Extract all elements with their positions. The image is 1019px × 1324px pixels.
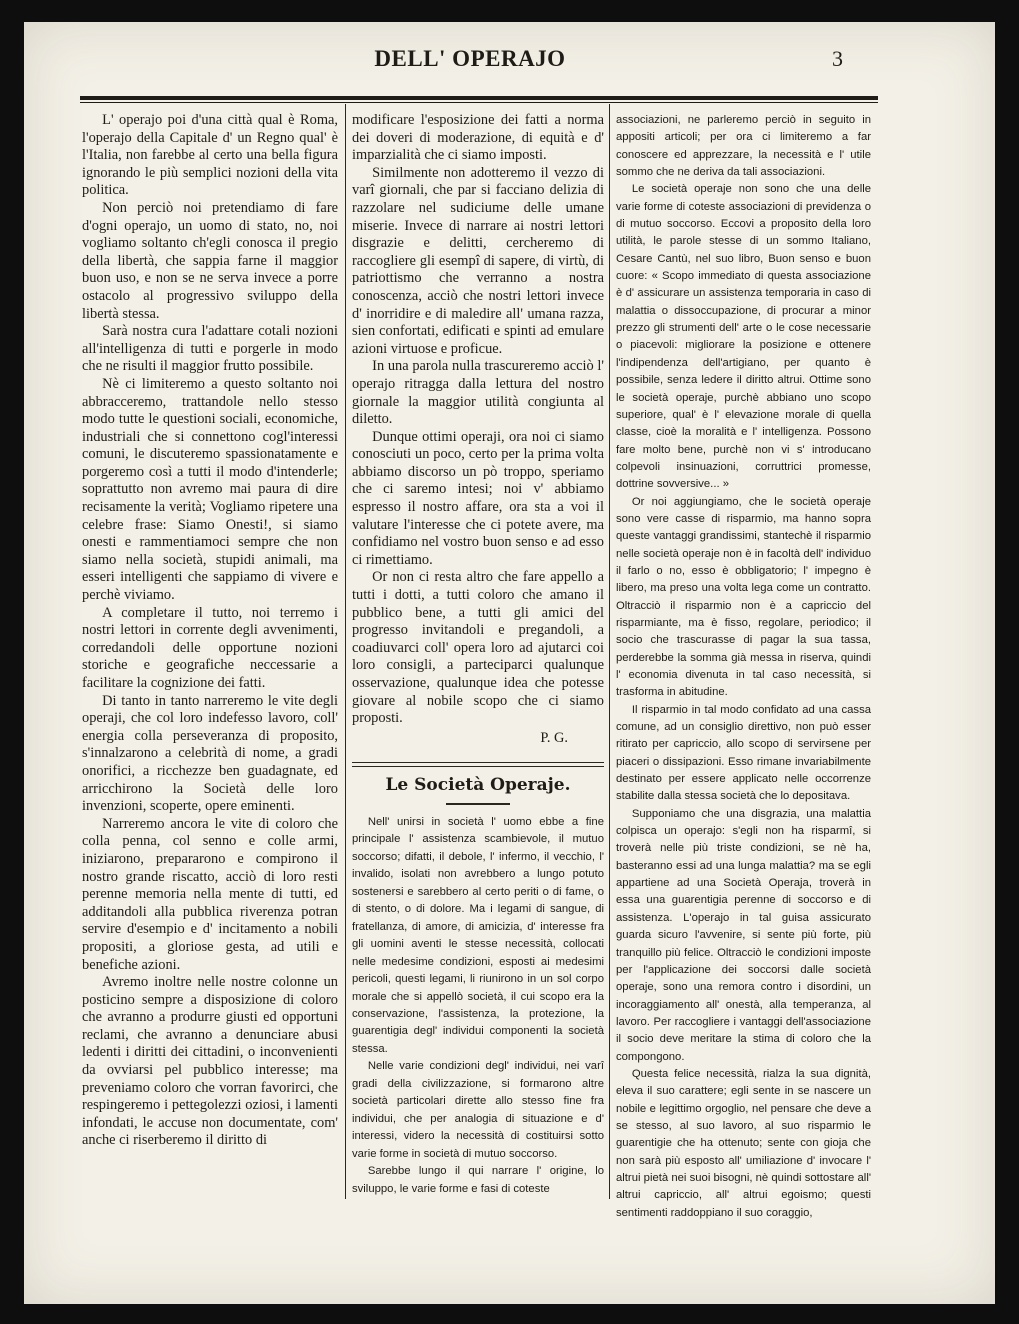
ornament-divider: [446, 803, 510, 805]
paragraph: In una parola nulla trascureremo acciò l' operajo ritragga dalla lettura del nostro giornale la maggior utilità congiunta al diletto.: [352, 358, 604, 428]
paragraph: Sarebbe lungo il qui narrare l' origine, lo sviluppo, le varie forme e fasi di coteste: [352, 1165, 604, 1195]
paragraph: A completare il tutto, noi terremo i nostri lettori in corrente degli avvenimenti, corredandoli delle opportune nozioni storiche e geografiche neccessarie a facilitare la cognizione dei fatti.: [82, 604, 338, 691]
article-column-2: [352, 112, 604, 752]
paragraph: Le società operaje non sono che una delle varie forme di coteste associazioni di previdenza o di mutuo soccorso. Eccovi a proposito della loro utilità, le parole stesse di un sommo Italiano, Cesare Cantù, nel suo libro, Buon senso e buon cuore: « Scopo immediato di questa associazione è d' assicurare un assistenza temporaria in caso di malattia o dissoccupazione, di procurar a minor prezzo gli strumenti dell' arte o le cose necessarie o piacevoli: migliorare la posizione e ottenere l'indipendenza dell'artigiano, per quanto è possibile, senza ledere il diritto altrui. Ottime sono le società operaje, purchè abbiano uno scopo superiore, qual' è l' elevazione morale di quella classe, cioè la moralità e l' intelligenza. Possono fare molto bene, purchè non vi s' introducano colpevoli insinuazioni, corruttrici promesse, dottrine sovversive... »: [616, 183, 871, 491]
paragraph: modificare l'esposizione dei fatti a norma dei doveri di moderazione, di equità e d' imparzialità che ci siamo imposti.: [352, 112, 604, 164]
article-column-3: [616, 112, 871, 1219]
paragraph: Nell' unirsi in società l' uomo ebbe a fine principale l' assistenza scambievole, il mutuo soccorso; difatti, il debole, l' infermo, il vecchio, l' invalido, isolati non avrebbero a lungo potuto sostenersi e sarebbero al certo periti o di fame, o di stento, o di dolore. Ma i legami di sangue, di fratellanza, di amore, di amicizia, d' interesse fra gli uomini aventi le stesse necessità, collocati nelle medesime condizioni, esposti ai medesimi pericoli, questi legami, li riunirono in un sol corpo morale che si appellò società, il cui scopo era la conservazione, l'assistenza, la protezione, la guarentigia degl' individui componenti la società stessa.: [352, 816, 604, 1055]
section-rule: [352, 766, 604, 767]
paragraph: Di tanto in tanto narreremo le vite degli operaji, che col loro indefesso lavoro, coll' energia colla perseveranza di proposito, s'innalzarono a celebrità di nome, a gradi onorifici, a ricchezze ben guadagnate, ed arricchirono la Società delle loro invenzioni, scoperte, opere eminenti.: [82, 692, 338, 815]
paragraph: Dunque ottimi operaji, ora noi ci siamo conosciuti un poco, certo per la prima volta abbiamo discorso un pò troppo, speriamo che ci saremo intesi; noi v' abbiamo espresso il nostro affare, ora sta a voi il valutare l'interesse che ci potete avere, ma confidiamo nel vostro buon senso e ad esso ci rimettiamo.: [352, 428, 604, 568]
paragraph: Or non ci resta altro che fare appello a tutti i dotti, a tutti coloro che amano il pubblico bene, a tutti gli amici del progresso invitandoli e pregandoli, a coadiuvarci coll' opera loro ad ajutarci coi loro consigli, a parteciparci qualunque osservazione, qualunque idea che potesse giovare al nobile scopo che ci siamo proposti.: [352, 569, 604, 727]
article-section-text: [352, 814, 604, 1195]
paragraph: Supponiamo che una disgrazia, una malattia colpisca un operajo: s'egli non ha risparmî, si troverà nelle più triste condizioni, se nè ha, basteranno essi ad una lunga malattia? ma se egli appartiene ad una Società Operaja, troverà in essa una guarentigia perenne di soccorso e di assistenza. L'operajo in tal guisa assicurato guarda sicuro l'avvenire, si sente più forte, più tranquillo più felice. Oltracciò le condizioni imposte per l'applicazione dei soccorsi dalle società operaje, sono una remora contro i disordini, un incoraggiamento all' onestà, alla temperanza, al lavoro. Per raccogliere i vantaggi dell'associazione il socio deve meritare la stima di coloro che la compongono.: [616, 807, 871, 1063]
page-number: 3: [832, 46, 843, 71]
header-rule: [80, 96, 878, 100]
section-title: Le Società Operaje.: [385, 775, 571, 795]
paragraph: Nelle varie condizioni degl' individui, nei varî gradi della civilizzazione, si formarono altre società particolari dirette allo stesso fine fra individui, che per analogia di situazione e d' interessi, videro la necessità di costituirsi sotto varie forme in società di mutuo soccorso.: [352, 1060, 604, 1160]
article-column-1: [82, 112, 338, 1212]
running-title: DELL' OPERAJO: [374, 46, 566, 71]
paragraph: Narreremo ancora le vite di coloro che colla penna, col senno e colle armi, iniziarono, prepararono e compirono il nostro grande riscatto, acciò di loro resti perenne memoria nella mente di tutti, ed additandoli alla pubblica riverenza potran servire d'esempio e d' incitamento a nobili propositi, a gloriose gesta, ad utili e benefiche azioni.: [82, 815, 338, 973]
column-divider: [345, 104, 346, 1199]
author-signature: P. G.: [540, 729, 568, 746]
paragraph: L' operajo poi d'una città qual è Roma, l'operajo della Capitale d' un Regno qual' è l'Italia, non farebbe al certo una bella figura ignorando le più semplici nozioni della vita politica.: [82, 112, 338, 199]
column-divider: [609, 104, 610, 1199]
paragraph: Avremo inoltre nelle nostre colonne un posticino sempre a disposizione di coloro che avranno a produrre giusti ed opportuni reclami, che avranno a denunciare abusi ledenti i diritti dei cittadini, o inconvenienti da ovviarsi pel pubblico interesse; ma preveniamo coloro che vorran favorirci, che respingeremo i pettegolezzi oziosi, i lamenti infondati, le accuse non documentate, com' anche ci riserberemo il diritto di: [82, 974, 338, 1149]
section-rule: [352, 762, 604, 763]
paragraph: Non perciò noi pretendiamo di fare d'ogni operajo, un uomo di stato, no, noi vogliamo soltanto ch'egli conosca il pregio della libertà, che sappia farne il maggior buon uso, e non se ne serva invece a porre ostacolo al progressivo sviluppo della libertà stessa.: [82, 199, 338, 322]
paragraph: Or noi aggiungiamo, che le società operaje sono vere casse di risparmio, ma hanno sopra queste vantaggi grandissimi, stantechè il risparmio nelle società operaje non è in facoltà dell' individuo il farlo o no, esso è obbligatorio; l' impegno è libero, ma preso una volta lega come un contratto. Oltracciò il risparmio non è a capriccio del risparmiante, ma è fisso, regolare, periodico; il socio che trascurasse di pagar la sua tassa, perderebbe la somma già messa in riserva, quindi l' economia divenuta in tal caso necessità, si trasforma in abitudine.: [616, 495, 871, 699]
paragraph: Sarà nostra cura l'adattare cotali nozioni all'intelligenza di tutti e porgerle in modo che ne risulti il maggior frutto possibile.: [82, 323, 338, 375]
paragraph: Similmente non adotteremo il vezzo di varî giornali, che par si facciano delizia di razzolare nel sudiciume delle umane miserie. Invece di narrare ai nostri lettori disgrazie e delitti, cercheremo di raccogliere gli esempî di sapere, di virtù, di patriottismo che verranno a nostra conoscenza, acciò che nostri lettori invece d' inorridire e di maledire all' umana razza, sien confortati, edificati e spinti ad emulare azioni virtuose e proficue.: [352, 164, 604, 357]
paragraph: associazioni, ne parleremo perciò in seguito in appositi articoli; per ora ci limiteremo a far conoscere ed apprezzare, la necessità e l' utile sommo che ne deriva da tali associazioni.: [616, 114, 871, 179]
header-rule-thin: [80, 102, 878, 103]
paragraph: Nè ci limiteremo a questo soltanto noi abbracceremo, trattandole nello stesso modo tutte le questioni sociali, economiche, industriali che si connettono cogl'interessi comuni, le discuteremo spassionatamente e porgeremo così a tutti il modo d'intenderle; soprattutto non avremo mai paura di dire recisamente la verità; Vogliamo ripetere una celebre frase: Siamo Onesti!, si siamo onesti e rammentiamoci sempre che non siamo nella società, stupidi animali, ma esseri intelligenti che sappiamo di vivere e perchè viviamo.: [82, 375, 338, 604]
paragraph: Questa felice necessità, rialza la sua dignità, eleva il suo carattere; egli sente in se nascere un nobile e legittimo orgoglio, nel pensare che deve a se stesso, al suo lavoro, al suo risparmio le guarentigie che ha ottenuto; sente con gioja che non sarà più esposto all' umiliazione d' invocare l' altrui pietà nei suoi bisogni, nè quindi sottostare all' altrui capriccio, all' altrui egoismo; questi sentimenti raddoppiano il suo coraggio,: [616, 1067, 871, 1219]
paragraph: Il risparmio in tal modo confidato ad una cassa comune, ad un consiglio direttivo, non può esser ritirato per capriccio, allo scopo di servirsene per piaceri o dissipazioni. Esso rimane invariabilmente destinato per essere applicato nelle occorrenze stabilite dalla stessa società che lo depositava.: [616, 703, 871, 803]
